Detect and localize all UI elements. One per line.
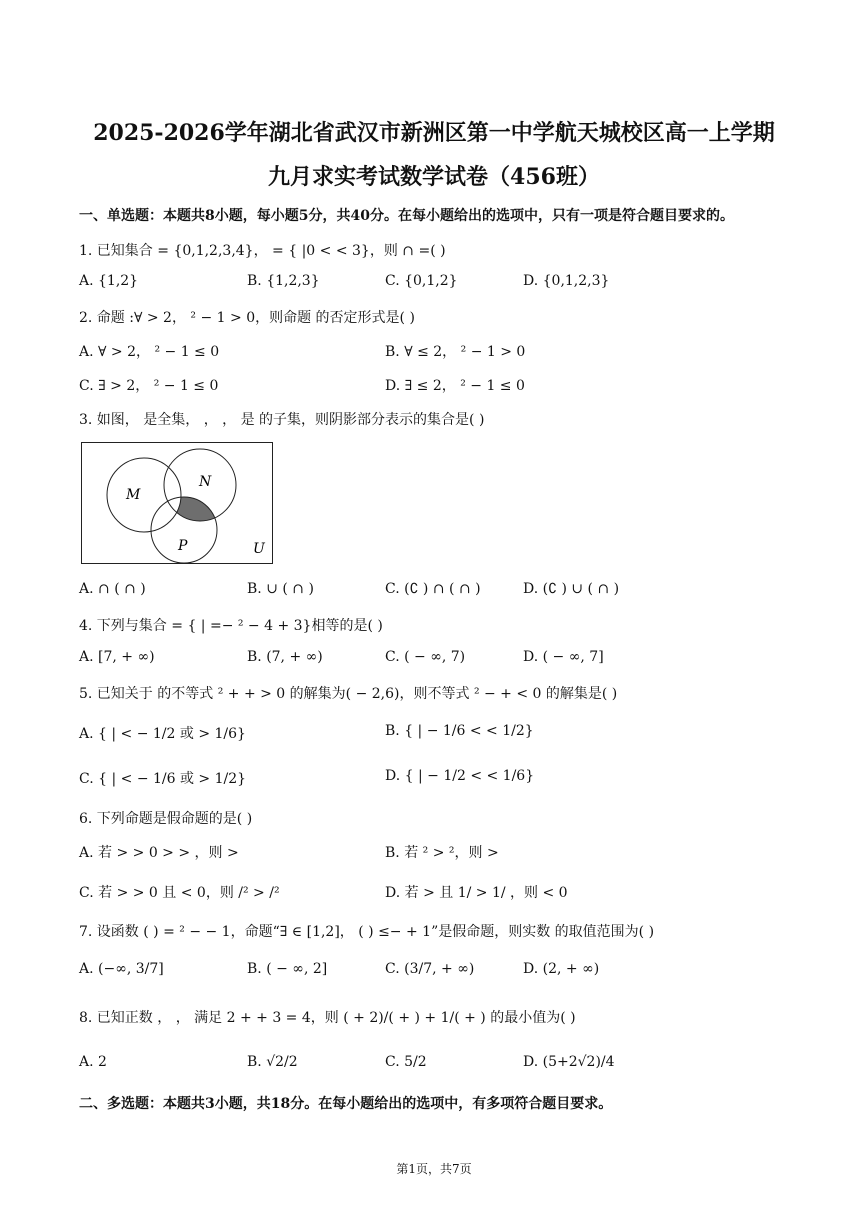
q2-option-d: D. ∃ ≤ 2， ² − 1 ≤ 0 [385, 378, 525, 394]
q5-stem: 5. 已知关于 的不等式 ² + + > 0 的解集为( − 2,6)，则不等式 ² − + < 0 的解集是( ) [79, 686, 618, 702]
label-n: N [199, 474, 212, 490]
q5-option-c: C. { | < − 1/6 或 > 1/2} [79, 771, 247, 787]
q3-option-a: A. ∩ ( ∩ ) [79, 581, 146, 597]
title-line-1: 2025-2026学年湖北省武汉市新洲区第一中学航天城校区高一上学期 [93, 120, 775, 146]
q5-option-d: D. { | − 1/2 < < 1/6} [385, 768, 535, 784]
q4-stem: 4. 下列与集合 = { | =− ² − 4 + 3}相等的是( ) [79, 618, 383, 634]
q8-option-c: C. 5/2 [385, 1054, 427, 1070]
q2-option-c: C. ∃ > 2， ² − 1 ≤ 0 [79, 378, 219, 394]
q6-option-c: C. 若 > > 0 且 < 0，则 /² > /² [79, 885, 280, 901]
label-m: M [126, 487, 141, 503]
q7-option-a: A. (−∞, 3/7] [79, 961, 164, 977]
q4-option-b: B. (7, + ∞) [247, 649, 323, 665]
q2-option-b: B. ∀ ≤ 2， ² − 1 > 0 [385, 344, 526, 360]
q3-option-c: C. (∁ ) ∩ ( ∩ ) [385, 581, 481, 597]
q8-option-d: D. (5+2√2)/4 [523, 1054, 615, 1070]
q3-option-b: B. ∪ ( ∩ ) [247, 581, 314, 597]
q4-option-a: A. [7, + ∞) [79, 649, 155, 665]
q4-option-c: C. ( − ∞, 7) [385, 649, 466, 665]
page-footer: 第1页，共7页 [396, 1162, 472, 1176]
label-u: U [253, 541, 265, 557]
q5-option-b: B. { | − 1/6 < < 1/2} [385, 723, 534, 739]
q6-stem: 6. 下列命题是假命题的是( ) [79, 811, 253, 827]
title-line-2: 九月求实考试数学试卷（456班） [268, 164, 600, 190]
q5-option-a: A. { | < − 1/2 或 > 1/6} [79, 726, 246, 742]
q7-option-b: B. ( − ∞, 2] [247, 961, 328, 977]
q6-option-b: B. 若 ² > ²，则 > [385, 845, 499, 861]
q3-stem: 3. 如图， 是全集， ， ， 是 的子集，则阴影部分表示的集合是( ) [79, 412, 485, 428]
q2-stem: 2. 命题 :∀ > 2， ² − 1 > 0，则命题 的否定形式是( ) [79, 310, 415, 326]
q1-option-d: D. {0,1,2,3} [523, 273, 610, 289]
q4-option-d: D. ( − ∞, 7] [523, 649, 604, 665]
q8-option-a: A. 2 [79, 1054, 107, 1070]
q1-option-b: B. {1,2,3} [247, 273, 320, 289]
q2-option-a: A. ∀ > 2， ² − 1 ≤ 0 [79, 344, 220, 360]
q6-option-a: A. 若 > > 0 > > ，则 > [79, 845, 239, 861]
label-p: P [178, 538, 188, 554]
q7-option-d: D. (2, + ∞) [523, 961, 600, 977]
venn-diagram [81, 442, 275, 566]
q1-option-c: C. {0,1,2} [385, 273, 458, 289]
section-1-heading: 一、单选题：本题共8小题，每小题5分，共40分。在每小题给出的选项中，只有一项是符合题目要求的。 [79, 208, 734, 224]
section-2-heading: 二、多选题：本题共3小题，共18分。在每小题给出的选项中，有多项符合题目要求。 [79, 1096, 613, 1112]
q7-stem: 7. 设函数 ( ) = ² − − 1，命题“∃ ∈ [1,2]， ( ) ≤− + 1”是假命题，则实数 的取值范围为( ) [79, 924, 655, 940]
q1-stem: 1. 已知集合 = {0,1,2,3,4}， = { |0 < < 3}，则 ∩ =( ) [79, 243, 446, 259]
q3-option-d: D. (∁ ) ∪ ( ∩ ) [523, 581, 620, 597]
q6-option-d: D. 若 > 且 1/ > 1/ ，则 < 0 [385, 885, 568, 901]
q7-option-c: C. (3/7, + ∞) [385, 961, 475, 977]
q8-option-b: B. √2/2 [247, 1054, 298, 1070]
q8-stem: 8. 已知正数 ， ， 满足 2 + + 3 = 4，则 ( + 2)/( + ) + 1/( + ) 的最小值为( ) [79, 1010, 576, 1026]
q1-option-a: A. {1,2} [79, 273, 139, 289]
circle-m [107, 458, 181, 532]
